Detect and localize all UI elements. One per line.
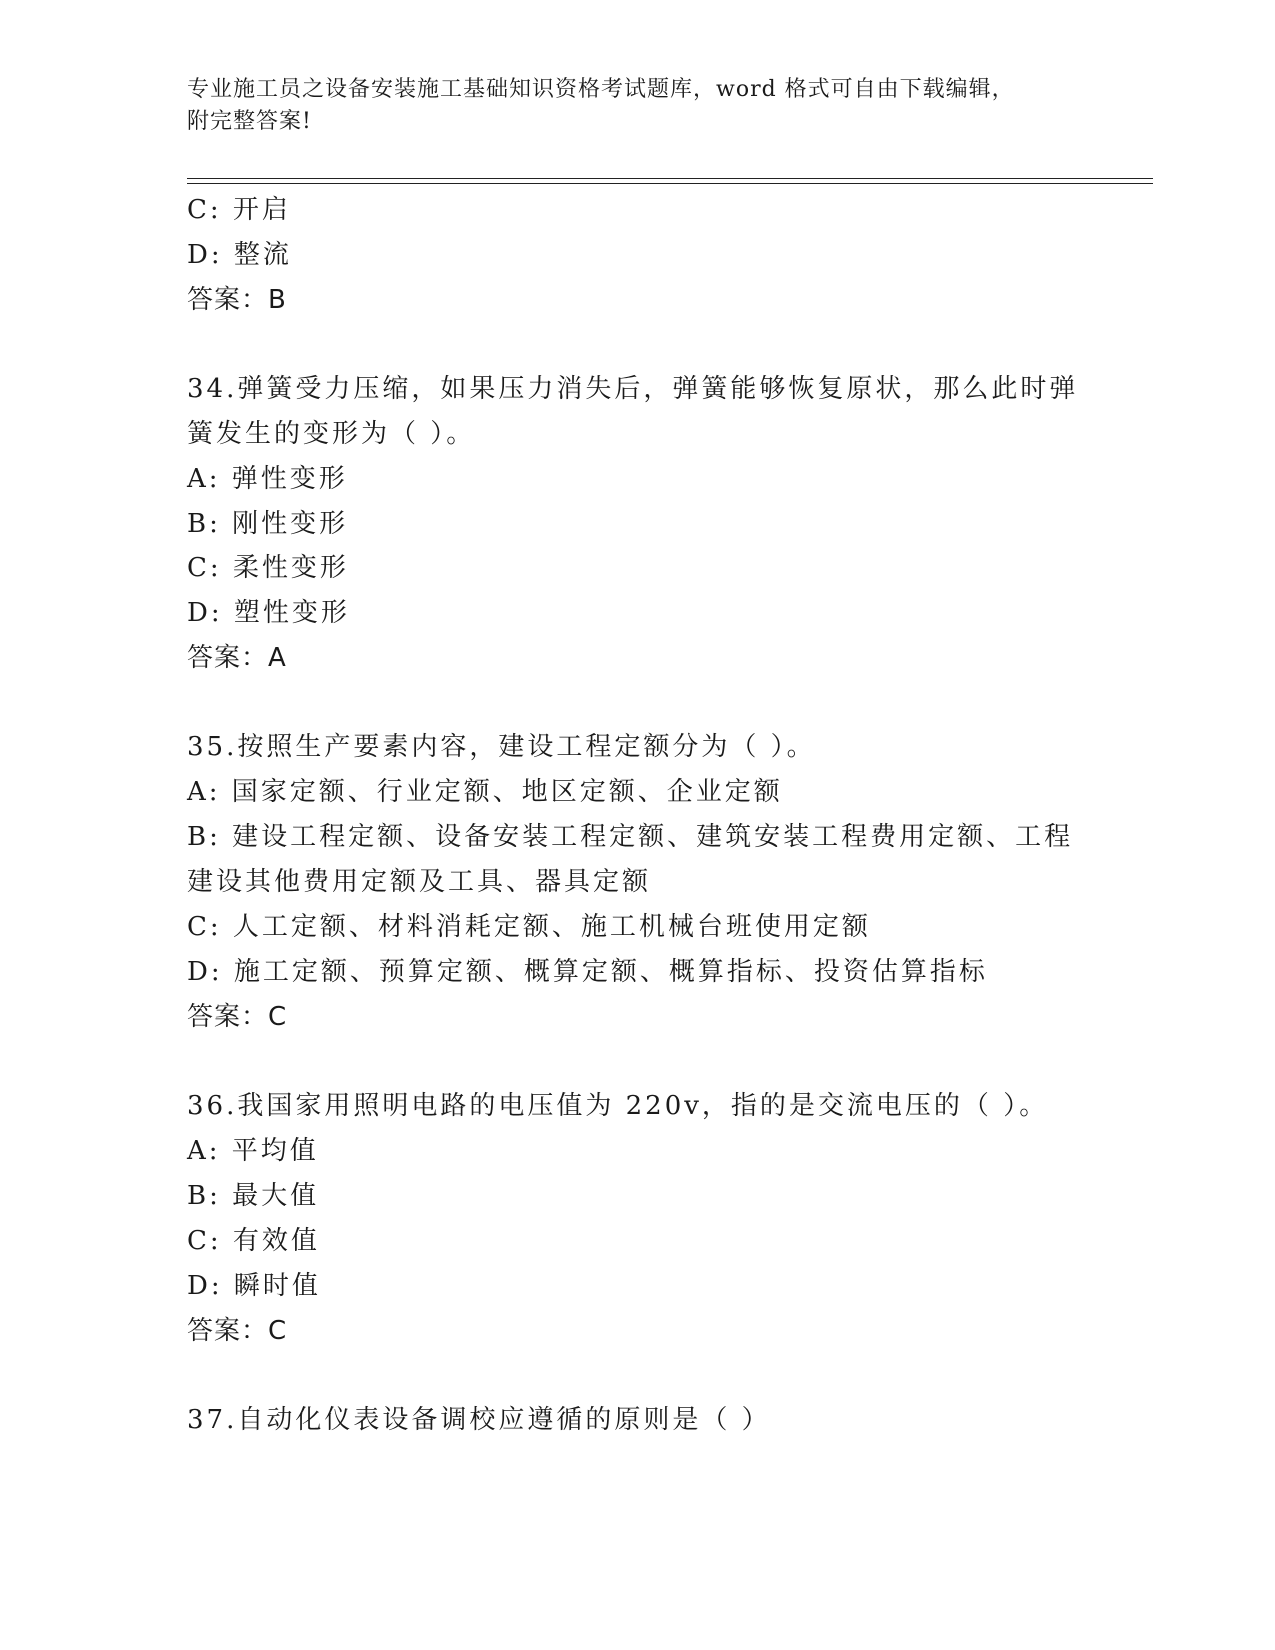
option-b: B: 建设工程定额、设备安装工程定额、建筑安装工程费用定额、工程 <box>187 822 1074 852</box>
question-stem: 35.按照生产要素内容，建设工程定额分为（ ）。 <box>187 732 816 762</box>
answer-label: 答案：A <box>187 643 287 673</box>
question-stem-continued: 簧发生的变形为（ ）。 <box>187 419 476 449</box>
option-d: D: 塑性变形 <box>187 598 350 628</box>
option-a: A: 国家定额、行业定额、地区定额、企业定额 <box>187 777 783 807</box>
option-c: C: 柔性变形 <box>187 553 349 583</box>
answer-label: 答案：B <box>187 285 287 315</box>
question-stem: 36.我国家用照明电路的电压值为 220v，指的是交流电压的（ ）。 <box>187 1091 1049 1121</box>
option-c: C: 有效值 <box>187 1226 320 1256</box>
option-c: C: 人工定额、材料消耗定额、施工机械台班使用定额 <box>187 912 871 942</box>
header-rule-top <box>187 178 1153 179</box>
option-b-continued: 建设其他费用定额及工具、器具定额 <box>187 867 652 897</box>
option-c: C: 开启 <box>187 195 291 225</box>
header-line-2: 附完整答案! <box>187 109 312 134</box>
option-b: B: 刚性变形 <box>187 509 349 539</box>
answer-label: 答案：C <box>187 1002 288 1032</box>
header-line-1: 专业施工员之设备安装施工基础知识资格考试题库，word 格式可自由下载编辑， <box>187 77 1015 102</box>
question-stem: 37.自动化仪表设备调校应遵循的原则是（ ） <box>187 1405 771 1435</box>
header-rule-bottom <box>187 183 1153 184</box>
document-header <box>187 74 1067 138</box>
answer-label: 答案：C <box>187 1316 288 1346</box>
option-d: D: 施工定额、预算定额、概算定额、概算指标、投资估算指标 <box>187 957 988 987</box>
option-d: D: 瞬时值 <box>187 1271 321 1301</box>
option-b: B: 最大值 <box>187 1181 320 1211</box>
question-stem: 34.弹簧受力压缩，如果压力消失后，弹簧能够恢复原状，那么此时弹 <box>187 374 1079 404</box>
option-a: A: 平均值 <box>187 1136 319 1166</box>
option-d: D: 整流 <box>187 240 292 270</box>
option-a: A: 弹性变形 <box>187 464 348 494</box>
